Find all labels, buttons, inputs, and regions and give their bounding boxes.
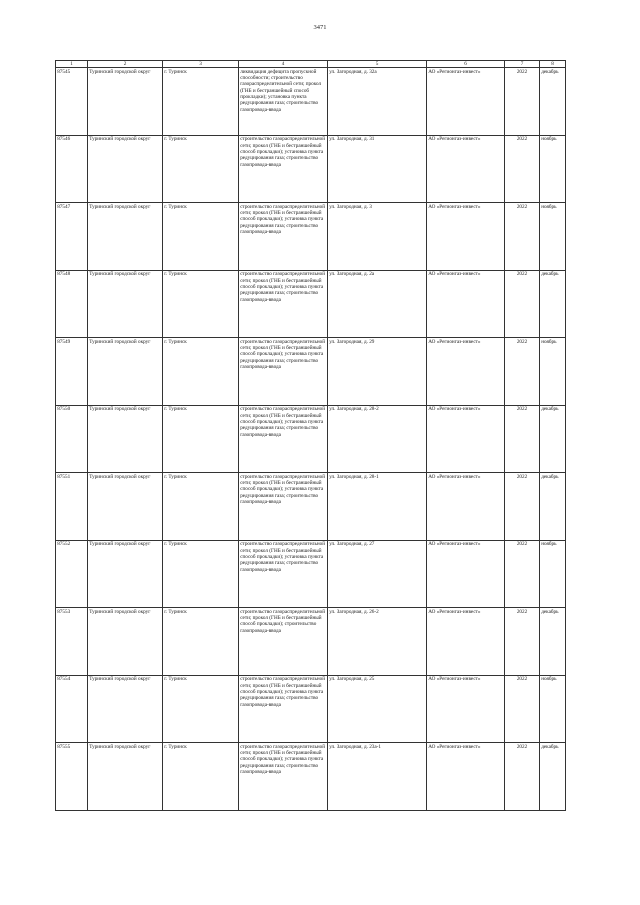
district-name: Туринский городской округ — [88, 338, 163, 406]
object-address: ул. Загородная, д. 2а — [328, 270, 427, 338]
district-name: Туринский городской округ — [88, 135, 163, 203]
object-address: ул. Загородная, д. 28-2 — [328, 405, 427, 473]
locality-name: г. Туринск — [163, 608, 239, 676]
table-row — [56, 608, 566, 676]
work-description: строительство газораспределительной сети; прокол (ГНБ и бестраншейный способ прокладки); установка пункта редуцирования газа; строительство газопровода-ввода — [239, 540, 328, 608]
completion-month: ноябрь — [540, 540, 566, 608]
contractor-name: АО «Регионгаз-инвест» — [427, 743, 505, 811]
completion-month: ноябрь — [540, 203, 566, 271]
work-description: строительство газораспределительной сети; прокол (ГНБ и бестраншейный способ прокладки); установка пункта редуцирования газа; строительство газопровода-ввода — [239, 135, 328, 203]
table-row — [56, 743, 566, 811]
column-number: 4 — [239, 61, 328, 68]
completion-year: 2022 — [505, 608, 540, 676]
table-row — [56, 338, 566, 406]
district-name: Туринский городской округ — [88, 68, 163, 136]
completion-month: ноябрь — [540, 338, 566, 406]
object-address: ул. Загородная, д. 31 — [328, 135, 427, 203]
page-number: 3471 — [313, 24, 327, 31]
completion-month: декабрь — [540, 473, 566, 541]
record-id: 87550 — [56, 405, 88, 473]
completion-month: декабрь — [540, 270, 566, 338]
locality-name: г. Туринск — [163, 405, 239, 473]
completion-year: 2022 — [505, 270, 540, 338]
completion-year: 2022 — [505, 135, 540, 203]
table-row — [56, 405, 566, 473]
completion-year: 2022 — [505, 405, 540, 473]
column-number: 8 — [540, 61, 566, 68]
completion-month: декабрь — [540, 68, 566, 136]
contractor-name: АО «Регионгаз-инвест» — [427, 270, 505, 338]
district-name: Туринский городской округ — [88, 540, 163, 608]
object-address: ул. Загородная, д. 26-2 — [328, 608, 427, 676]
object-address: ул. Загородная, д. 25 — [328, 675, 427, 743]
gasification-schedule-table — [55, 60, 566, 811]
object-address: ул. Загородная, д. 32а — [328, 68, 427, 136]
work-description: строительство газораспределительной сети; прокол (ГНБ и бестраншейный способ прокладки); установка пункта редуцирования газа; строительство газопровода-ввода — [239, 473, 328, 541]
completion-year: 2022 — [505, 675, 540, 743]
completion-year: 2022 — [505, 540, 540, 608]
completion-year: 2022 — [505, 68, 540, 136]
object-address: ул. Загородная, д. 3 — [328, 203, 427, 271]
district-name: Туринский городской округ — [88, 675, 163, 743]
completion-year: 2022 — [505, 203, 540, 271]
table-row — [56, 68, 566, 136]
locality-name: г. Туринск — [163, 675, 239, 743]
column-number: 7 — [505, 61, 540, 68]
column-number: 5 — [328, 61, 427, 68]
contractor-name: АО «Регионгаз-инвест» — [427, 68, 505, 136]
column-number: 6 — [427, 61, 505, 68]
record-id: 87548 — [56, 270, 88, 338]
completion-year: 2022 — [505, 473, 540, 541]
table-row — [56, 675, 566, 743]
record-id: 87547 — [56, 203, 88, 271]
record-id: 87552 — [56, 540, 88, 608]
work-description: ликвидация дефицита пропускной способности; строительство газораспределительной сети; прокол (ГНБ и бестраншейный способ прокладки); установка пункта редуцирования газа; строительство газопровода-ввода — [239, 68, 328, 136]
work-description: строительство газораспределительной сети; прокол (ГНБ и бестраншейный способ прокладки); установка пункта редуцирования газа; строительство газопровода-ввода — [239, 743, 328, 811]
locality-name: г. Туринск — [163, 203, 239, 271]
table-row — [56, 473, 566, 541]
record-id: 87545 — [56, 68, 88, 136]
work-description: строительство газораспределительной сети; прокол (ГНБ и бестраншейный способ прокладки); установка пункта редуцирования газа; строительство газопровода-ввода — [239, 405, 328, 473]
locality-name: г. Туринск — [163, 540, 239, 608]
record-id: 87553 — [56, 608, 88, 676]
table-row — [56, 203, 566, 271]
completion-month: декабрь — [540, 608, 566, 676]
work-description: строительство газораспределительной сети; прокол (ГНБ и бестраншейный способ прокладки); строительство газопровода-ввода — [239, 608, 328, 676]
record-id: 87549 — [56, 338, 88, 406]
completion-year: 2022 — [505, 338, 540, 406]
district-name: Туринский городской округ — [88, 608, 163, 676]
object-address: ул. Загородная, д. 27 — [328, 540, 427, 608]
column-number: 2 — [88, 61, 163, 68]
table-row — [56, 540, 566, 608]
completion-month: декабрь — [540, 743, 566, 811]
completion-month: ноябрь — [540, 675, 566, 743]
record-id: 87554 — [56, 675, 88, 743]
locality-name: г. Туринск — [163, 338, 239, 406]
work-description: строительство газораспределительной сети; прокол (ГНБ и бестраншейный способ прокладки); установка пункта редуцирования газа; строительство газопровода-ввода — [239, 203, 328, 271]
completion-month: ноябрь — [540, 135, 566, 203]
column-number-row — [56, 61, 566, 68]
record-id: 87551 — [56, 473, 88, 541]
district-name: Туринский городской округ — [88, 405, 163, 473]
object-address: ул. Загородная, д. 29 — [328, 338, 427, 406]
table-row — [56, 135, 566, 203]
district-name: Туринский городской округ — [88, 743, 163, 811]
record-id: 87555 — [56, 743, 88, 811]
completion-month: декабрь — [540, 405, 566, 473]
locality-name: г. Туринск — [163, 68, 239, 136]
contractor-name: АО «Регионгаз-инвест» — [427, 608, 505, 676]
object-address: ул. Загородная, д. 28-1 — [328, 473, 427, 541]
contractor-name: АО «Регионгаз-инвест» — [427, 473, 505, 541]
work-description: строительство газораспределительной сети; прокол (ГНБ и бестраншейный способ прокладки); установка пункта редуцирования газа; строительство газопровода-ввода — [239, 675, 328, 743]
work-description: строительство газораспределительной сети; прокол (ГНБ и бестраншейный способ прокладки); установка пункта редуцирования газа; строительство газопровода-ввода — [239, 338, 328, 406]
column-number: 1 — [56, 61, 88, 68]
work-description: строительство газораспределительной сети; прокол (ГНБ и бестраншейный способ прокладки); установка пункта редуцирования газа; строительство газопровода-ввода — [239, 270, 328, 338]
locality-name: г. Туринск — [163, 743, 239, 811]
record-id: 87546 — [56, 135, 88, 203]
contractor-name: АО «Регионгаз-инвест» — [427, 338, 505, 406]
contractor-name: АО «Регионгаз-инвест» — [427, 135, 505, 203]
contractor-name: АО «Регионгаз-инвест» — [427, 405, 505, 473]
locality-name: г. Туринск — [163, 270, 239, 338]
district-name: Туринский городской округ — [88, 473, 163, 541]
contractor-name: АО «Регионгаз-инвест» — [427, 675, 505, 743]
contractor-name: АО «Регионгаз-инвест» — [427, 203, 505, 271]
table-row — [56, 270, 566, 338]
locality-name: г. Туринск — [163, 135, 239, 203]
object-address: ул. Загородная, д. 23а-1 — [328, 743, 427, 811]
locality-name: г. Туринск — [163, 473, 239, 541]
completion-year: 2022 — [505, 743, 540, 811]
column-number: 3 — [163, 61, 239, 68]
district-name: Туринский городской округ — [88, 270, 163, 338]
district-name: Туринский городской округ — [88, 203, 163, 271]
contractor-name: АО «Регионгаз-инвест» — [427, 540, 505, 608]
